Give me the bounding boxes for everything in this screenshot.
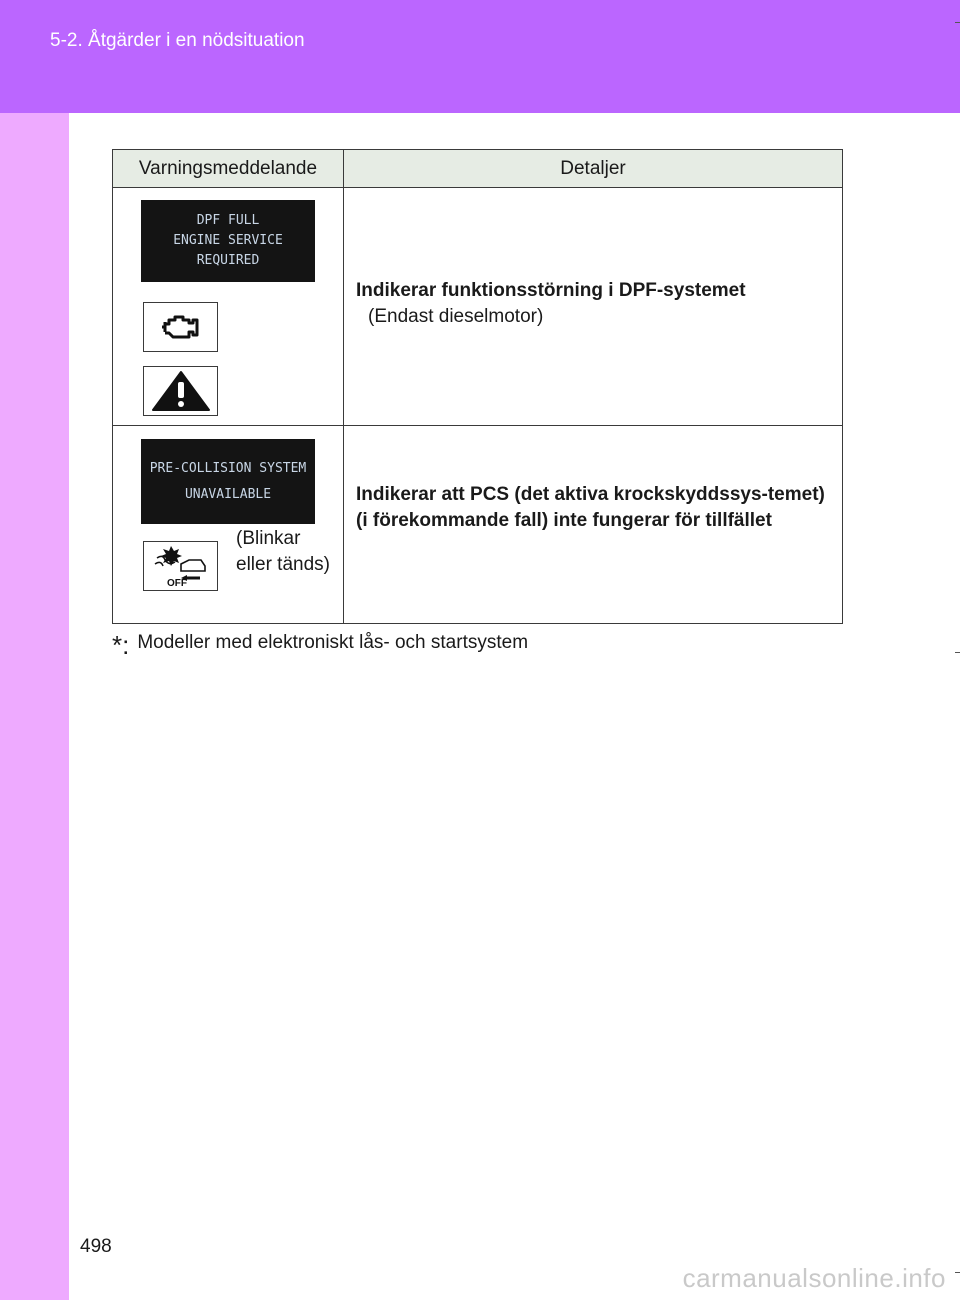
lcd-message bbox=[141, 439, 315, 524]
side-band bbox=[0, 113, 69, 1300]
engine-check-icon bbox=[143, 302, 218, 352]
footnote-text: Modeller med elektroniskt lås- och startsystem bbox=[137, 632, 529, 653]
column-header-message: Varningsmeddelande bbox=[113, 150, 344, 188]
table-row bbox=[113, 188, 843, 426]
lcd-line: ENGINE SERVICE bbox=[173, 233, 283, 248]
table-row bbox=[113, 426, 843, 624]
icon-note: (Blinkar eller tänds) bbox=[236, 528, 330, 575]
crop-mark bbox=[955, 22, 960, 23]
footnote-marker: *: bbox=[112, 630, 130, 660]
watermark: carmanualsonline.info bbox=[682, 1263, 946, 1293]
lcd-message bbox=[141, 200, 315, 282]
warning-triangle-icon bbox=[143, 366, 218, 416]
detail-title: Indikerar att PCS (det aktiva krockskyddssys-temet) (i förekommande fall) inte fungerar för tillfället bbox=[356, 484, 825, 531]
warning-table bbox=[112, 149, 843, 624]
page-number: 498 bbox=[80, 1236, 112, 1257]
detail-text bbox=[356, 278, 830, 330]
crop-mark bbox=[955, 1272, 960, 1273]
section-header bbox=[0, 0, 960, 113]
detail-note: (Endast dieselmotor) bbox=[368, 306, 544, 327]
footnote bbox=[112, 630, 528, 661]
lcd-line: UNAVAILABLE bbox=[184, 487, 272, 502]
detail-title: Indikerar funktionsstörning i DPF-systemet bbox=[356, 280, 746, 301]
lcd-line: DPF FULL bbox=[196, 213, 260, 228]
section-title: 5-2. Åtgärder i en nödsituation bbox=[50, 30, 305, 51]
detail-text bbox=[356, 482, 830, 534]
column-header-details: Detaljer bbox=[344, 150, 843, 188]
lcd-line: REQUIRED bbox=[196, 253, 260, 268]
lcd-line: PRE-COLLISION SYSTEM bbox=[149, 461, 307, 476]
crop-mark bbox=[955, 652, 960, 653]
pcs-off-icon bbox=[143, 541, 218, 591]
icon-off-label: OFF bbox=[166, 578, 187, 588]
